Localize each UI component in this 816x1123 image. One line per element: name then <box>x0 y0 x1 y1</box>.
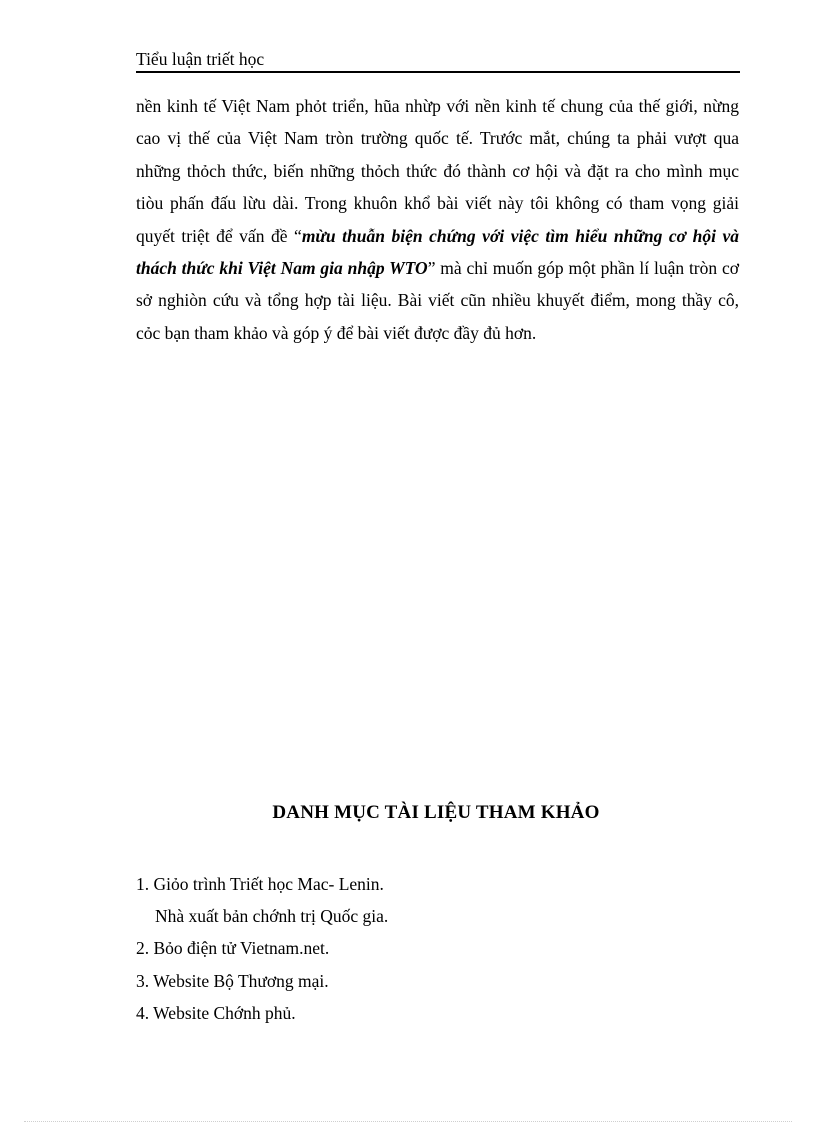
references-list <box>136 868 736 1029</box>
reference-item-continuation: Nhà xuất bản chớnh trị Quốc gia. <box>155 906 389 927</box>
paragraph-emphasis: mừu thuẫn biện chứng với việc tìm hiểu những cơ hội và thách thức khi Việt Nam gia nhập WTO <box>136 225 739 279</box>
body-paragraph <box>136 90 739 349</box>
reference-item: 1. Giỏo trình Triết học Mac- Lenin. <box>136 874 384 894</box>
paragraph-text-start: nền kinh tế Việt Nam phỏt triển, hũa nhừp với nền kinh tế chung của thế giới, nừng cao vị thế của Việt Nam tròn trường quốc tế. Trước mắt, chúng ta phải vượt qua những thỏch thức, biến những thỏch thức đó thành cơ hội và đặt ra cho mình mục tiòu phấn đấu lừu dài. Trong khuôn khổ bài viết này tôi không có tham vọng giải quyết triệt để vấn đề “ <box>136 96 739 246</box>
header-title: Tiểu luận triết học <box>136 49 265 69</box>
paragraph-text-end: ” mà chỉ muốn góp một phần lí luận tròn cơ sở nghiòn cứu và tổng hợp tài liệu. Bài viết cũn nhiều khuyết điểm, mong thầy cô, cỏc bạn tham khảo và góp ý để bài viết được đầy đủ hơn. <box>136 258 739 343</box>
reference-item: 2. Bỏo điện tử Vietnam.net. <box>136 938 330 959</box>
references-heading: DANH MỤC TÀI LIỆU THAM KHẢO <box>272 802 600 823</box>
page-bottom-divider <box>24 1121 792 1122</box>
reference-item: 4. Website Chớnh phủ. <box>136 1002 296 1023</box>
reference-item: 3. Website Bộ Thương mại. <box>136 970 329 991</box>
page-header <box>136 48 740 73</box>
